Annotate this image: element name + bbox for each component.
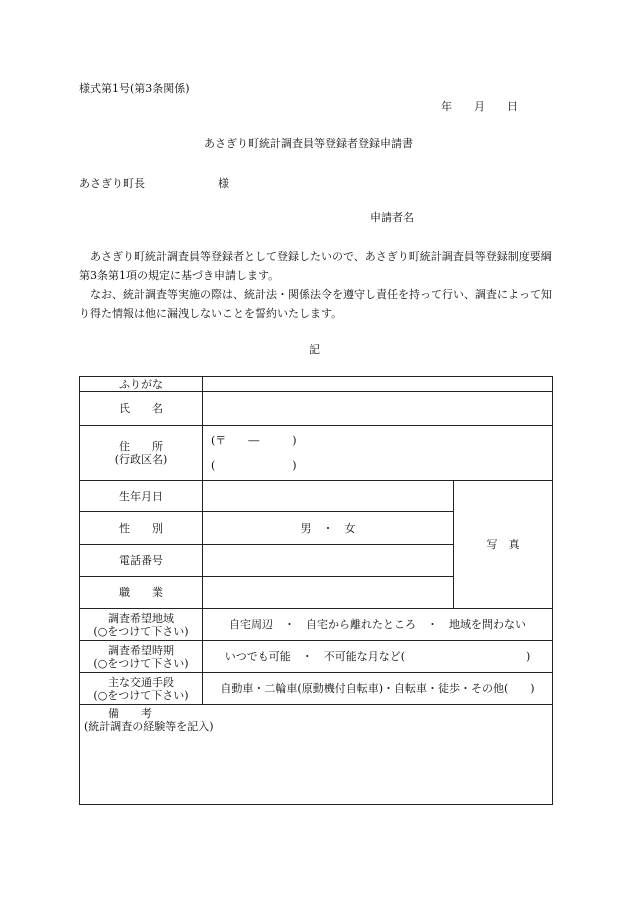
document-title: あさぎり町統計調査員等登録者登録申請書 xyxy=(204,137,413,150)
period-label xyxy=(80,641,203,673)
applicant-label: 申請者名 xyxy=(370,211,414,224)
transport-label xyxy=(80,673,203,705)
application-form-table xyxy=(79,376,553,805)
address-label xyxy=(80,426,203,481)
date-line: 年 月 日 xyxy=(441,100,518,113)
address-field[interactable] xyxy=(203,426,553,481)
address-label-line1: 住 所 xyxy=(119,440,163,453)
birthdate-label: 生年月日 xyxy=(80,481,203,512)
addressee-name: あさぎり町長 xyxy=(79,177,145,190)
photo-box: 写 真 xyxy=(454,481,553,609)
remarks-field[interactable] xyxy=(80,705,553,805)
address-label-line2: (行政区名) xyxy=(114,453,168,466)
ki-heading: 記 xyxy=(309,343,320,356)
gender-options[interactable]: 男 ・ 女 xyxy=(203,512,454,545)
period-options[interactable]: いつでも可能 ・ 不可能な月など( ) xyxy=(203,641,553,673)
birthdate-field[interactable] xyxy=(203,481,454,512)
transport-options[interactable]: 自動車・二輪車(原動機付自転車)・自転車・徒歩・その他( ) xyxy=(203,673,553,705)
area-label-line2: (○をつけて下さい) xyxy=(93,624,189,638)
furigana-field[interactable] xyxy=(203,377,553,392)
body-paragraph-1: あさぎり町統計調査員等登録者として登録したいので、あさぎり町統計調査員等登録制度要綱第3条第1項の規定に基づき申請します。 xyxy=(79,250,552,282)
district-line: ( ) xyxy=(211,459,297,472)
phone-label: 電話番号 xyxy=(80,545,203,577)
occupation-label: 職 業 xyxy=(80,577,203,609)
area-label xyxy=(80,609,203,641)
remarks-label: 備 考 xyxy=(108,707,152,720)
name-field[interactable] xyxy=(203,392,553,426)
postal-code-line: (〒 ― ) xyxy=(211,434,297,447)
remarks-note: (統計調査の経験等を記入) xyxy=(84,720,214,733)
name-label: 氏 名 xyxy=(80,392,203,426)
furigana-label: ふりがな xyxy=(80,377,203,392)
occupation-field[interactable] xyxy=(203,577,454,609)
area-options[interactable]: 自宅周辺 ・ 自宅から離れたところ ・ 地域を問わない xyxy=(203,609,553,641)
gender-label: 性 別 xyxy=(80,512,203,545)
area-label-line1: 調査希望地域 xyxy=(108,611,174,625)
period-label-line1: 調査希望時期 xyxy=(108,643,174,657)
phone-field[interactable] xyxy=(203,545,454,577)
transport-label-line1: 主な交通手段 xyxy=(108,675,174,689)
form-number: 様式第1号(第3条関係) xyxy=(79,82,190,95)
transport-label-line2: (○をつけて下さい) xyxy=(93,688,189,702)
addressee-honorific: 様 xyxy=(218,177,229,190)
body-paragraph-2: なお、統計調査等実施の際は、統計法・関係法令を遵守し責任を持って行い、調査によって知り得た情報は他に漏洩しないことを誓約いたします。 xyxy=(79,288,552,320)
period-label-line2: (○をつけて下さい) xyxy=(93,656,189,670)
body-text xyxy=(79,247,559,323)
